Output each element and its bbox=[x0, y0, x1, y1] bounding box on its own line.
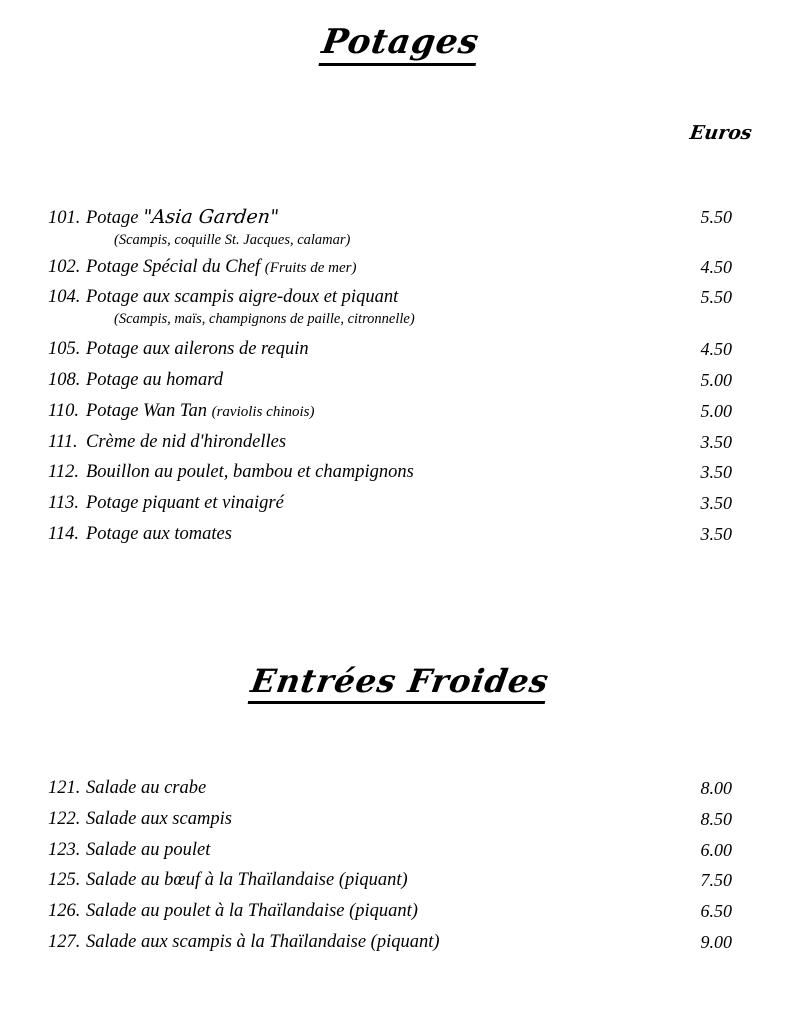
section-heading-potages-text: Potages bbox=[318, 22, 482, 66]
menu-item bbox=[0, 459, 800, 486]
item-number: 101. bbox=[48, 208, 81, 228]
item-price: 4.50 bbox=[700, 339, 732, 360]
menu-item bbox=[0, 775, 800, 802]
item-name-fancy: "Asia Garden" bbox=[141, 206, 280, 228]
item-name: Salade au crabe bbox=[86, 778, 207, 798]
item-number: 127. bbox=[48, 932, 81, 953]
item-number: 123. bbox=[48, 839, 81, 860]
item-name: Bouillon au poulet, bambou et champignons bbox=[86, 462, 414, 483]
item-name-plain: Potage Wan Tan bbox=[86, 400, 212, 421]
menu-item bbox=[0, 867, 800, 894]
currency-label: Euros bbox=[688, 122, 754, 144]
item-number: 112. bbox=[48, 462, 80, 483]
item-subtitle: (Scampis, coquille St. Jacques, calamar) bbox=[114, 231, 351, 248]
item-name: Salade aux scampis bbox=[86, 808, 232, 829]
menu-item bbox=[0, 204, 800, 250]
item-number: 108. bbox=[48, 369, 81, 390]
item-price: 3.50 bbox=[700, 462, 732, 483]
section-heading-entrees-froides-text: Entrées Froides bbox=[248, 662, 552, 704]
item-price: 3.50 bbox=[700, 493, 732, 514]
menu-item bbox=[0, 284, 800, 329]
item-price: 7.50 bbox=[700, 870, 732, 891]
section-heading-entrees-froides bbox=[0, 662, 800, 704]
item-number: 102. bbox=[48, 256, 81, 277]
menu-list-entrees-froides bbox=[0, 775, 800, 960]
item-name-plain: Potage Spécial du Chef bbox=[86, 256, 265, 277]
item-name: Salade au bœuf à la Thaïlandaise (piquant) bbox=[86, 870, 408, 891]
item-name bbox=[86, 398, 732, 425]
item-name: Crème de nid d'hirondelles bbox=[86, 431, 287, 452]
item-name: Potage au homard bbox=[86, 369, 224, 390]
item-name-paren: (raviolis chinois) bbox=[211, 403, 315, 420]
item-price: 5.50 bbox=[700, 207, 732, 227]
item-number: 122. bbox=[48, 808, 81, 829]
item-number: 113. bbox=[48, 493, 80, 514]
item-name: Salade au poulet bbox=[86, 839, 211, 860]
item-number: 105. bbox=[48, 339, 81, 360]
item-price: 6.50 bbox=[700, 901, 732, 922]
menu-item bbox=[0, 336, 800, 363]
item-name-plain: Potage bbox=[86, 208, 144, 228]
menu-item bbox=[0, 490, 800, 517]
item-price: 4.50 bbox=[700, 256, 732, 277]
item-price: 3.50 bbox=[700, 524, 732, 544]
item-name: Potage aux tomates bbox=[86, 524, 232, 544]
item-price: 3.50 bbox=[700, 431, 732, 452]
menu-item bbox=[0, 929, 800, 956]
menu-list-potages bbox=[0, 204, 800, 552]
item-number: 121. bbox=[48, 778, 81, 798]
item-number: 114. bbox=[48, 524, 80, 544]
menu-item bbox=[0, 398, 800, 425]
item-price: 8.50 bbox=[700, 808, 732, 829]
item-name bbox=[86, 204, 732, 232]
menu-item bbox=[0, 429, 800, 456]
item-name-paren: (Fruits de mer) bbox=[264, 259, 357, 276]
item-number: 126. bbox=[48, 901, 81, 922]
menu-item bbox=[0, 898, 800, 925]
item-price: 8.00 bbox=[700, 778, 732, 798]
item-number: 125. bbox=[48, 870, 81, 891]
item-name: Potage piquant et vinaigré bbox=[86, 493, 284, 514]
item-subtitle: (Scampis, maïs, champignons de paille, citronnelle) bbox=[114, 311, 415, 328]
item-name: Salade aux scampis à la Thaïlandaise (piquant) bbox=[86, 932, 440, 953]
item-number: 104. bbox=[48, 287, 81, 308]
menu-item bbox=[0, 254, 800, 281]
item-price: 5.00 bbox=[700, 369, 732, 390]
item-number: 110. bbox=[48, 400, 80, 421]
item-price: 5.00 bbox=[700, 400, 732, 421]
menu-item bbox=[0, 521, 800, 548]
item-name: Salade au poulet à la Thaïlandaise (piquant) bbox=[86, 901, 418, 922]
item-price: 9.00 bbox=[700, 932, 732, 953]
menu-item bbox=[0, 367, 800, 394]
item-name: Potage aux ailerons de requin bbox=[86, 339, 309, 360]
menu-item bbox=[0, 806, 800, 833]
item-name bbox=[86, 254, 732, 281]
item-number: 111. bbox=[48, 431, 78, 452]
menu-item bbox=[0, 837, 800, 864]
item-name: Potage aux scampis aigre-doux et piquant bbox=[86, 287, 399, 308]
section-heading-potages bbox=[0, 22, 800, 66]
item-price: 5.50 bbox=[700, 287, 732, 308]
item-price: 6.00 bbox=[700, 839, 732, 860]
